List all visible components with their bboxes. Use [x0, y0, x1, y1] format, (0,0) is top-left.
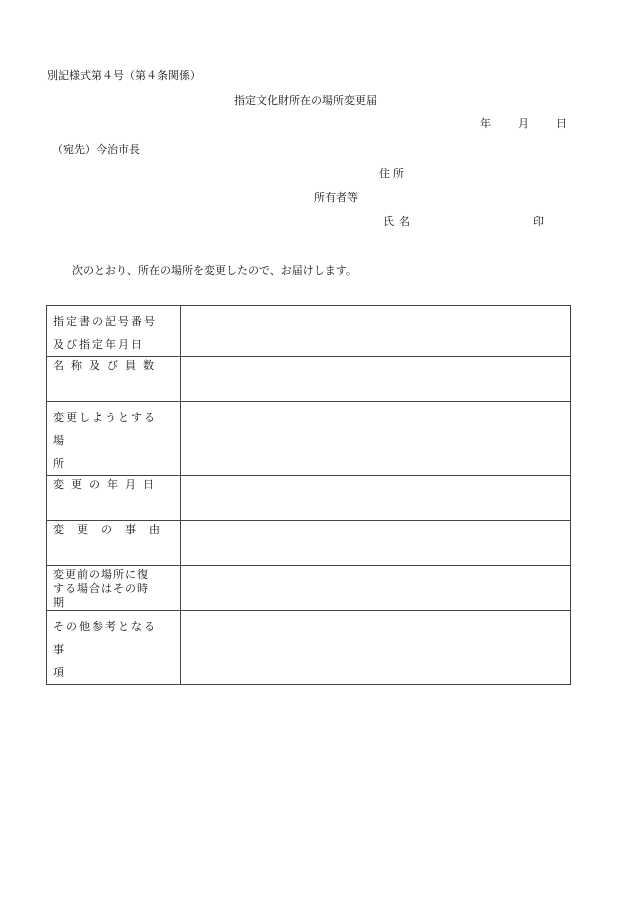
row-label-line: 名称及び員数	[53, 359, 161, 372]
row-value-field[interactable]	[181, 357, 571, 402]
date-month-label: 月	[518, 117, 529, 130]
row-label-line: 及び指定年月日	[53, 338, 144, 351]
table-row	[47, 521, 571, 566]
row-label	[47, 402, 181, 476]
row-label-line: 変更の事由	[53, 523, 173, 536]
row-label	[47, 611, 181, 685]
addressee: （宛先）今治市長	[52, 143, 140, 156]
table-row	[47, 306, 571, 357]
form-number: 別記様式第４号（第４条関係）	[47, 69, 201, 82]
table-row	[47, 611, 571, 685]
row-value-field[interactable]	[181, 402, 571, 476]
document-title: 指定文化財所在の場所変更届	[234, 94, 377, 107]
date-day-label: 日	[556, 117, 567, 130]
row-label-line: 場所	[53, 434, 144, 470]
row-label-line: 変更前の場所に復	[53, 568, 149, 581]
table-row	[47, 402, 571, 476]
row-value-field[interactable]	[181, 476, 571, 521]
owner-label: 所有者等	[314, 191, 358, 204]
date-year-label: 年	[480, 117, 491, 130]
notification-table	[46, 305, 571, 685]
row-value-field[interactable]	[181, 611, 571, 685]
row-label	[47, 306, 181, 357]
row-value-field[interactable]	[181, 566, 571, 611]
row-label-line: 期	[53, 596, 64, 609]
row-value-field[interactable]	[181, 521, 571, 566]
row-label	[47, 476, 181, 521]
table-row	[47, 476, 571, 521]
notice-text: 次のとおり、所在の場所を変更したので、お届けします。	[72, 264, 357, 277]
name-label: 氏名	[383, 215, 415, 228]
date-line	[480, 115, 567, 131]
row-value-field[interactable]	[181, 306, 571, 357]
row-label-line: する場合はその時	[53, 582, 149, 595]
row-label-line: 変更しようとする	[53, 411, 157, 424]
row-label	[47, 566, 181, 611]
address-label: 住所	[379, 167, 407, 180]
table-row	[47, 357, 571, 402]
row-label-line: 変更の年月日	[53, 478, 161, 491]
row-label	[47, 521, 181, 566]
row-label-line: 事項	[53, 643, 144, 679]
row-label-line: その他参考となる	[53, 620, 157, 633]
row-label-line: 指定書の記号番号	[53, 315, 157, 328]
seal-label: 印	[533, 215, 544, 228]
row-label	[47, 357, 181, 402]
table-row	[47, 566, 571, 611]
